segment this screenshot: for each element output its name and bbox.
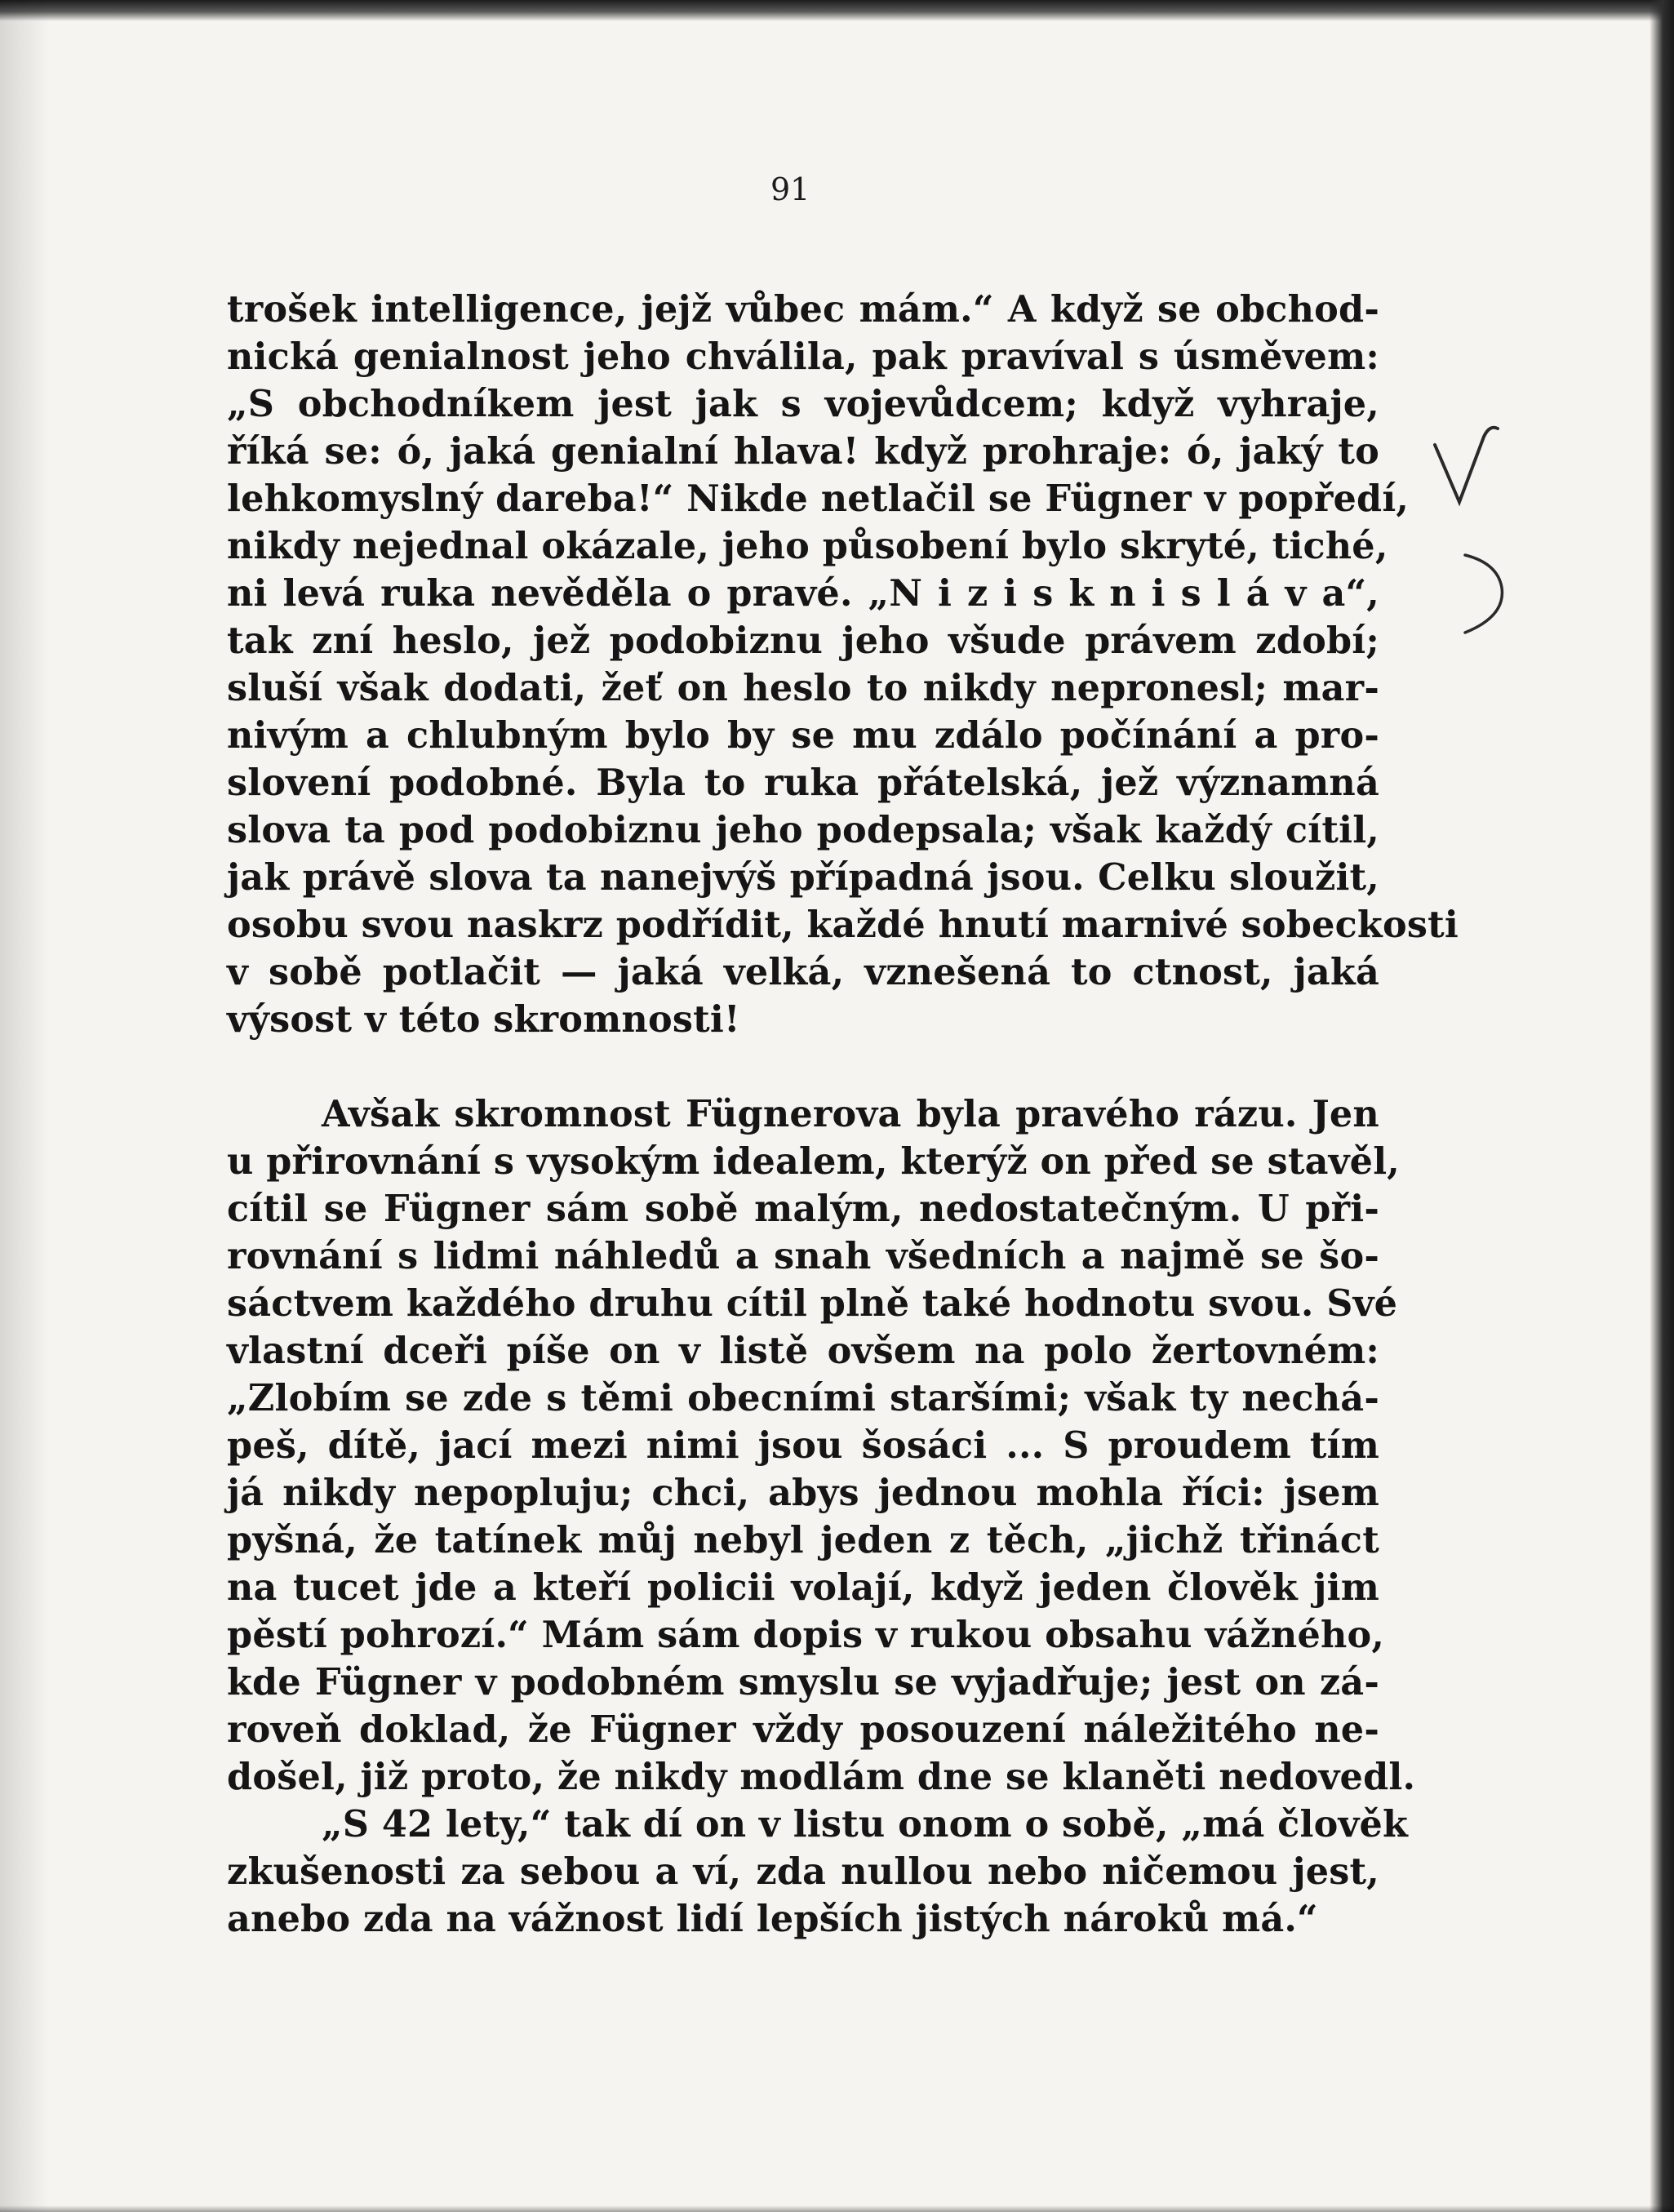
text-line: pyšná, že tatínek můj nebyl jeden z těch, „jichž třináct [227,1519,1379,1561]
scan-edge-right [1650,0,1674,2212]
text-line: „Zlobím se zde s těmi obecními staršími; však ty nechá- [227,1377,1379,1419]
scan-edge-bottom [0,2205,1674,2212]
text-line: slovení podobné. Byla to ruka přátelská, jež významná [227,762,1379,804]
text-line: „S 42 lety,“ tak dí on v listu onom o sobě, „má člověk [322,1803,1409,1846]
text-line: ni levá ruka nevěděla o pravé. „N i z i s k n i s l á v a“, [227,572,1379,615]
text-line: anebo zda na vážnost lidí lepších jistých nároků má.“ [227,1898,1318,1940]
text-line: v sobě potlačit — jaká velká, vznešená to ctnost, jaká [227,951,1379,993]
body-text [227,286,1459,1943]
text-line: nikdy nejednal okázale, jeho působení bylo skryté, tiché, [227,525,1388,567]
text-line: peš, dítě, jací mezi nimi jsou šosáci ... S proudem tím [227,1424,1379,1467]
scan-edge-left [0,0,49,2212]
text-line: trošek intelligence, jejž vůbec mám.“ A když se obchod- [227,288,1379,331]
text-line: zkušenosti za sebou a ví, zda nullou nebo ničemou jest, [227,1850,1379,1893]
text-line: lehkomyslný dareba!“ Nikde netlačil se Fügner v popředí, [227,477,1410,520]
check-mark-icon [1435,428,1498,502]
text-line: „S obchodníkem jest jak s vojevůdcem; když vyhraje, [227,383,1379,425]
text-line: kde Fügner v podobném smyslu se vyjadřuje; jest on zá- [227,1661,1379,1703]
text-line: já nikdy nepopluju; chci, abys jednou mohla říci: jsem [227,1472,1379,1514]
scan-edge-top [0,0,1674,21]
text-line: sáctvem každého druhu cítil plně také hodnotu svou. Své [227,1282,1398,1325]
handwritten-margin-mark [1420,412,1543,657]
paragraph-1 [227,286,1459,1043]
text-line: na tucet jde a kteří policii volají, když jeden člověk jim [227,1566,1379,1609]
paragraph-2 [227,1090,1416,1943]
text-line: pěstí pohrozí.“ Mám sám dopis v rukou obsahu vážného, [227,1614,1385,1656]
text-line: výsost v této skromnosti! [227,998,740,1041]
text-line: tak zní heslo, jež podobiznu jeho všude právem zdobí; [227,620,1379,662]
text-line: vlastní dceři píše on v listě ovšem na polo žertovném: [227,1330,1379,1372]
paragraph-gap [227,1043,1379,1090]
bracket-mark-icon [1465,555,1502,633]
text-line: říká se: ó, jaká genialní hlava! když prohraje: ó, jaký to [227,430,1379,473]
text-line: Avšak skromnost Fügnerova byla pravého rázu. Jen [322,1093,1379,1135]
text-line: rovnání s lidmi náhledů a snah všedních a najmě se šo- [227,1235,1379,1277]
text-line: nická genialnost jeho chválila, pak pravíval s úsměvem: [227,335,1379,378]
text-line: osobu svou naskrz podřídit, každé hnutí marnivé sobeckosti [227,904,1459,946]
page-number: 91 [770,171,810,207]
text-line: slova ta pod podobiznu jeho podepsala; však každý cítil, [227,809,1379,851]
text-line: nivým a chlubným bylo by se mu zdálo počínání a pro- [227,714,1379,757]
text-line: jak právě slova ta nanejvýš případná jsou. Celku sloužit, [227,856,1379,899]
text-line: sluší však dodati, žeť on heslo to nikdy nepronesl; mar- [227,667,1379,709]
text-line: došel, již proto, že nikdy modlám dne se klaněti nedovedl. [227,1756,1416,1798]
text-line: roveň doklad, že Fügner vždy posouzení náležitého ne- [227,1708,1379,1751]
text-line: u přirovnání s vysokým idealem, kterýž on před se stavěl, [227,1140,1400,1183]
text-line: cítil se Fügner sám sobě malým, nedostatečným. U při- [227,1188,1379,1230]
